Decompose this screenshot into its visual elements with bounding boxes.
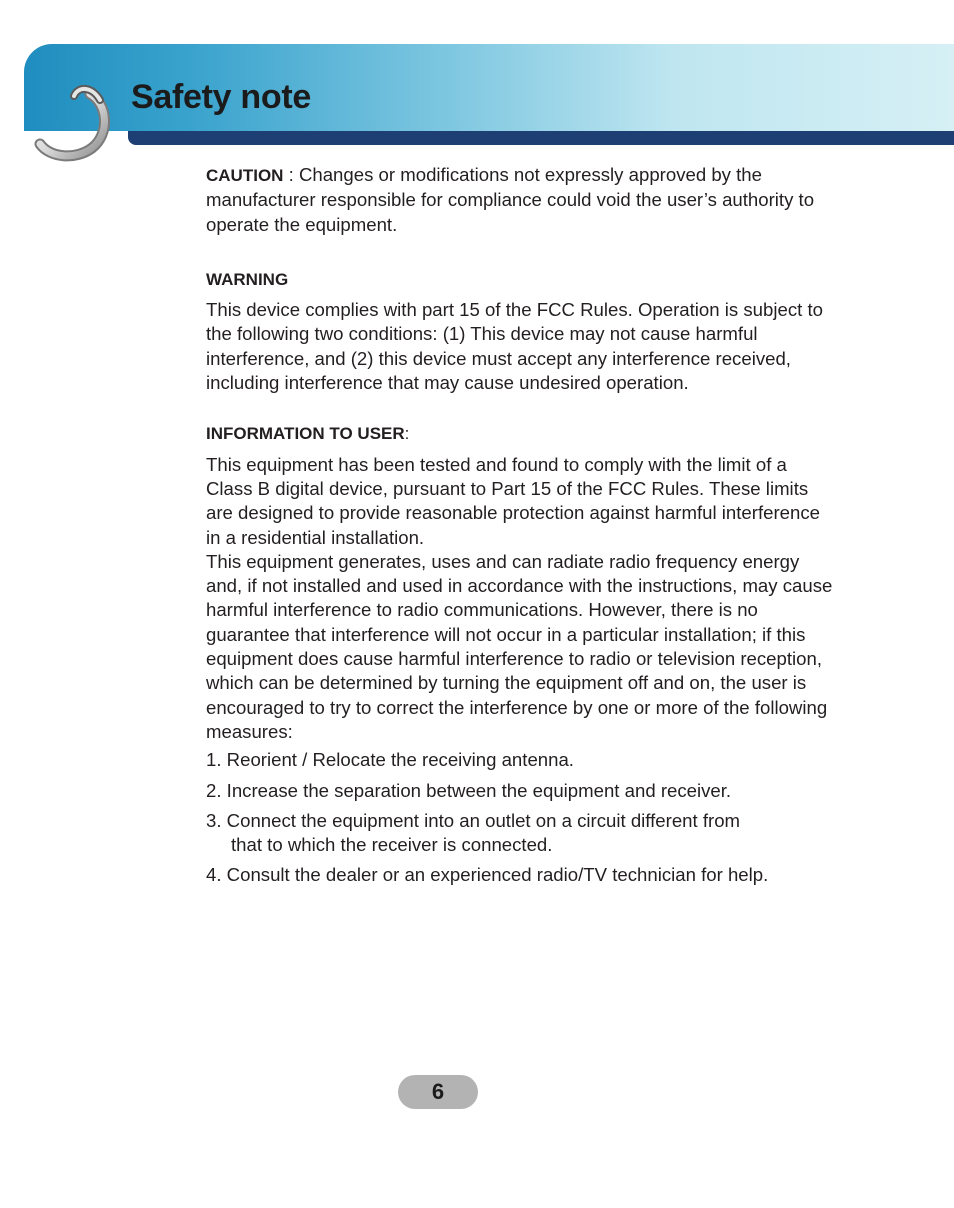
info-paragraph-1: This equipment has been tested and found to comply with the limit of a Class B digital device, pursuant to Part 15 of the FCC Rules. These limits are designed to provide reasonable protection against harmful interference in a residential installation. <box>206 453 820 548</box>
page-title: Safety note <box>131 78 311 116</box>
measures-list <box>206 748 836 887</box>
warning-body: This device complies with part 15 of the FCC Rules. Operation is subject to the following two conditions: (1) This device may not cause harmful interference, and (2) this device must accept any interference received, including interference that may cause undesired operation. <box>206 299 823 394</box>
ring-icon <box>30 80 116 164</box>
list-item: 1. Reorient / Relocate the receiving antenna. <box>206 749 574 771</box>
caution-label: CAUTION <box>206 166 284 185</box>
caution-text: : Changes or modifications not expressly approved by the manufacturer responsible for compliance could void the user’s authority to operate the equipment. <box>206 164 815 235</box>
header-rule <box>128 131 954 145</box>
list-item: 2. Increase the separation between the equipment and receiver. <box>206 779 732 801</box>
info-paragraph-2: This equipment generates, uses and can radiate radio frequency energy and, if not installed and used in accordance with the instructions, may cause harmful interference to radio communications. However, there is no guarantee that interference will not occur in a particular installation; if this equipment does cause harmful interference to radio or television reception, which can be determined by turning the equipment off and on, the user is encouraged to try to correct the interference by one or more of the following measures: <box>206 550 833 742</box>
page-number-badge: 6 <box>398 1075 478 1109</box>
list-item-line: 3. Connect the equipment into an outlet on a circuit different from <box>206 809 741 831</box>
caution-paragraph <box>206 163 836 237</box>
list-item: 4. Consult the dealer or an experienced radio/TV technician for help. <box>206 864 769 886</box>
info-heading <box>206 422 836 446</box>
safety-content <box>206 163 836 894</box>
info-heading-label: INFORMATION TO USER <box>206 424 405 444</box>
list-item-continuation: that to which the receiver is connected. <box>231 834 553 856</box>
list-item <box>206 809 836 858</box>
info-heading-suffix: : <box>404 424 410 444</box>
warning-heading: WARNING <box>206 269 289 289</box>
